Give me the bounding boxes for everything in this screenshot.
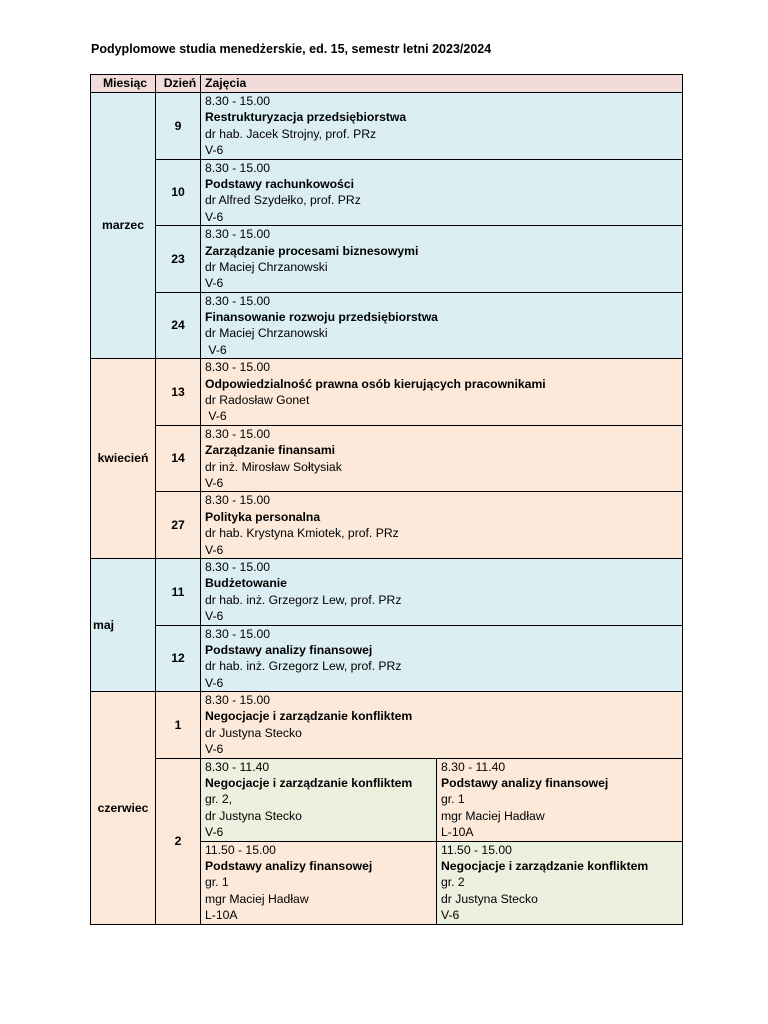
lesson-cell	[201, 625, 683, 692]
table-row	[91, 93, 683, 160]
header-month: Miesiąc	[91, 75, 156, 93]
table-row	[91, 692, 683, 759]
day-cell: 10	[156, 159, 201, 226]
lesson-subject: Podstawy analizy finansowej	[441, 776, 609, 791]
lesson-detail: V-6	[205, 542, 224, 557]
lesson-time: 8.30 - 11.40	[205, 759, 270, 774]
table-row	[91, 758, 683, 841]
lesson-detail: dr Justyna Stecko	[441, 891, 538, 906]
day-cell: 14	[156, 425, 201, 492]
lesson-time: 11.50 - 15.00	[205, 842, 276, 857]
lesson-detail: dr Maciej Chrzanowski	[205, 259, 328, 274]
lesson-subject: Negocjacje i zarządzanie konfliktem	[441, 858, 649, 873]
lesson-detail: dr Maciej Chrzanowski	[205, 326, 328, 341]
lesson-detail: V-6	[205, 742, 224, 757]
day-cell: 1	[156, 692, 201, 759]
lesson-detail: V-6	[205, 409, 227, 424]
lesson-subject: Finansowanie rozwoju przedsiębiorstwa	[205, 310, 438, 325]
lesson-detail: mgr Maciej Hadław	[441, 808, 545, 823]
lesson-detail: V-6	[205, 609, 224, 624]
lesson-detail: V-6	[441, 908, 460, 923]
lesson-detail: V-6	[205, 825, 224, 840]
table-row	[91, 425, 683, 492]
lesson-time: 8.30 - 15.00	[205, 626, 271, 641]
lesson-time: 8.30 - 15.00	[205, 360, 271, 375]
lesson-cell	[437, 758, 683, 841]
lesson-cell	[201, 425, 683, 492]
lesson-detail: dr hab. inż. Grzegorz Lew, prof. PRz	[205, 592, 402, 607]
table-row	[91, 625, 683, 692]
lesson-subject: Negocjacje i zarządzanie konfliktem	[205, 776, 413, 791]
table-row	[91, 359, 683, 426]
lesson-cell	[201, 492, 683, 559]
lesson-cell	[201, 692, 683, 759]
lesson-detail: dr inż. Mirosław Sołtysiak	[205, 459, 342, 474]
lesson-cell	[201, 758, 437, 841]
lesson-time: 8.30 - 15.00	[205, 160, 271, 175]
lesson-detail: V-6	[205, 342, 227, 357]
lesson-cell	[201, 159, 683, 226]
lesson-subject: Zarządzanie procesami biznesowymi	[205, 243, 419, 258]
day-cell: 12	[156, 625, 201, 692]
lesson-detail: dr hab. inż. Grzegorz Lew, prof. PRz	[205, 659, 402, 674]
lesson-subject: Budżetowanie	[205, 576, 287, 591]
lesson-cell	[201, 359, 683, 426]
day-cell: 23	[156, 226, 201, 293]
day-cell: 27	[156, 492, 201, 559]
day-cell: 11	[156, 558, 201, 625]
lesson-detail: gr. 1	[441, 792, 465, 807]
document-title: Podyplomowe studia menedżerskie, ed. 15, semestr letni 2023/2024	[91, 42, 492, 56]
table-row	[91, 159, 683, 226]
lesson-subject: Restrukturyzacja przedsiębiorstwa	[205, 110, 407, 125]
day-cell: 24	[156, 292, 201, 359]
lesson-subject: Podstawy rachunkowości	[205, 176, 354, 191]
lesson-time: 8.30 - 15.00	[205, 227, 271, 242]
lesson-cell	[201, 226, 683, 293]
lesson-subject: Polityka personalna	[205, 509, 321, 524]
header-day: Dzień	[156, 75, 201, 93]
lesson-time: 8.30 - 15.00	[205, 493, 271, 508]
day-cell: 13	[156, 359, 201, 426]
lesson-detail: L-10A	[205, 908, 238, 923]
lesson-detail: L-10A	[441, 825, 474, 840]
lesson-detail: V-6	[205, 675, 224, 690]
lesson-cell	[201, 292, 683, 359]
lesson-detail: V-6	[205, 209, 224, 224]
lesson-subject: Podstawy analizy finansowej	[205, 642, 373, 657]
table-row	[91, 292, 683, 359]
day-cell: 9	[156, 93, 201, 160]
lesson-time: 8.30 - 15.00	[205, 426, 271, 441]
lesson-detail: V-6	[205, 276, 224, 291]
lesson-cell	[201, 841, 437, 924]
day-cell: 2	[156, 758, 201, 924]
lesson-detail: dr Justyna Stecko	[205, 725, 302, 740]
table-row	[91, 558, 683, 625]
month-cell: czerwiec	[91, 692, 156, 924]
lesson-cell	[201, 558, 683, 625]
header-classes: Zajęcia	[201, 75, 683, 93]
lesson-time: 8.30 - 15.00	[205, 693, 271, 708]
header-row	[91, 75, 683, 93]
lesson-detail: dr Alfred Szydełko, prof. PRz	[205, 193, 361, 208]
lesson-time: 11.50 - 15.00	[441, 842, 512, 857]
lesson-subject: Odpowiedzialność prawna osób kierujących pracownikami	[205, 376, 546, 391]
lesson-subject: Zarządzanie finansami	[205, 443, 336, 458]
lesson-detail: gr. 2,	[205, 792, 233, 807]
lesson-detail: V-6	[205, 475, 224, 490]
lesson-subject: Negocjacje i zarządzanie konfliktem	[205, 709, 413, 724]
lesson-time: 8.30 - 15.00	[205, 94, 271, 108]
lesson-time: 8.30 - 15.00	[205, 293, 271, 308]
lesson-detail: mgr Maciej Hadław	[205, 891, 309, 906]
lesson-time: 8.30 - 15.00	[205, 559, 271, 574]
lesson-cell	[201, 93, 683, 160]
lesson-cell	[437, 841, 683, 924]
lesson-time: 8.30 - 11.40	[441, 759, 506, 774]
month-cell: kwiecień	[91, 359, 156, 559]
lesson-detail: gr. 2	[441, 875, 465, 890]
schedule-table	[90, 74, 683, 925]
table-row	[91, 226, 683, 293]
lesson-detail: dr hab. Jacek Strojny, prof. PRz	[205, 126, 377, 141]
lesson-subject: Podstawy analizy finansowej	[205, 858, 373, 873]
month-cell: maj	[91, 558, 156, 691]
lesson-detail: dr hab. Krystyna Kmiotek, prof. PRz	[205, 526, 399, 541]
lesson-detail: dr Justyna Stecko	[205, 808, 302, 823]
table-row	[91, 492, 683, 559]
lesson-detail: dr Radosław Gonet	[205, 393, 310, 408]
month-cell: marzec	[91, 93, 156, 359]
lesson-detail: V-6	[205, 143, 224, 158]
lesson-detail: gr. 1	[205, 875, 229, 890]
